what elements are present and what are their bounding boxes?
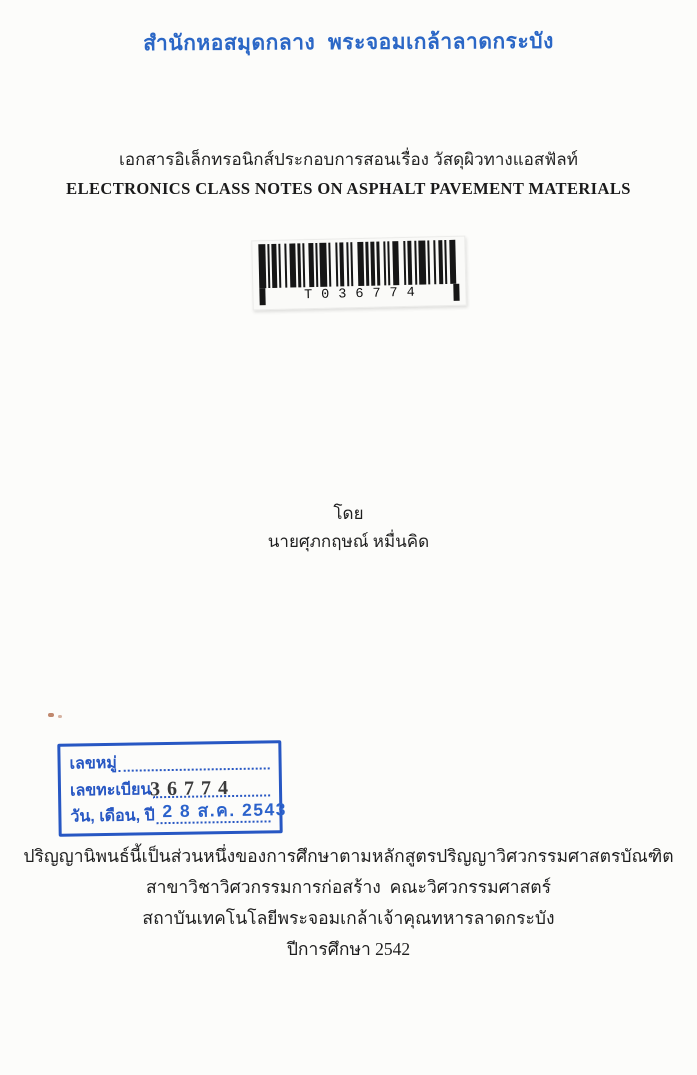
register-number-value: 36774 <box>149 776 236 800</box>
barcode-number: T036774 <box>303 285 425 304</box>
call-number-row <box>69 747 270 776</box>
degree-statement-line: ปริญญานิพนธ์นี้เป็นส่วนหนึ่งของการศึกษาตามหลักสูตรปริญญาวิศวกรรมศาสตรบัณฑิต <box>23 846 674 866</box>
author-name: นายศุภกฤษณ์ หมื่นคิด <box>267 532 430 551</box>
degree-statement-block <box>0 841 697 965</box>
ink-speck <box>48 712 66 719</box>
thesis-title-thai: เอกสารอิเล็กทรอนิกส์ประกอบการสอนเรื่อง วัสดุผิวทางแอสฟัลท์ <box>119 150 578 169</box>
register-label: เลขทะเบียน <box>69 780 152 800</box>
date-label: วัน, เดือน, ปี <box>70 807 155 826</box>
barcode-bars <box>258 240 459 289</box>
date-stamp-value: 2 8 ส.ค. 2543 <box>162 799 288 822</box>
dotted-leader <box>119 767 270 771</box>
library-accession-stamp <box>57 740 288 837</box>
barcode-number-row <box>259 284 459 306</box>
date-row <box>70 799 288 829</box>
thesis-title-english: ELECTRONICS CLASS NOTES ON ASPHALT PAVEMENT MATERIALS <box>66 179 631 198</box>
library-header-stamp: สำนักหอสมุดกลาง พระจอมเกล้าลาดกระบัง <box>143 29 554 56</box>
department-faculty-line: สาขาวิชาวิศวกรรมการก่อสร้าง คณะวิศวกรรมศาสตร์ <box>145 877 552 897</box>
call-number-label: เลขหมู่ <box>69 754 118 773</box>
academic-year-line: ปีการศึกษา 2542 <box>286 939 411 959</box>
barcode-sticker <box>251 236 467 311</box>
byline-label: โดย <box>333 504 364 523</box>
barcode-guard-right <box>453 284 459 301</box>
institute-name-line: สถาบันเทคโนโลยีพระจอมเกล้าเจ้าคุณทหารลาดกระบัง <box>142 908 555 928</box>
